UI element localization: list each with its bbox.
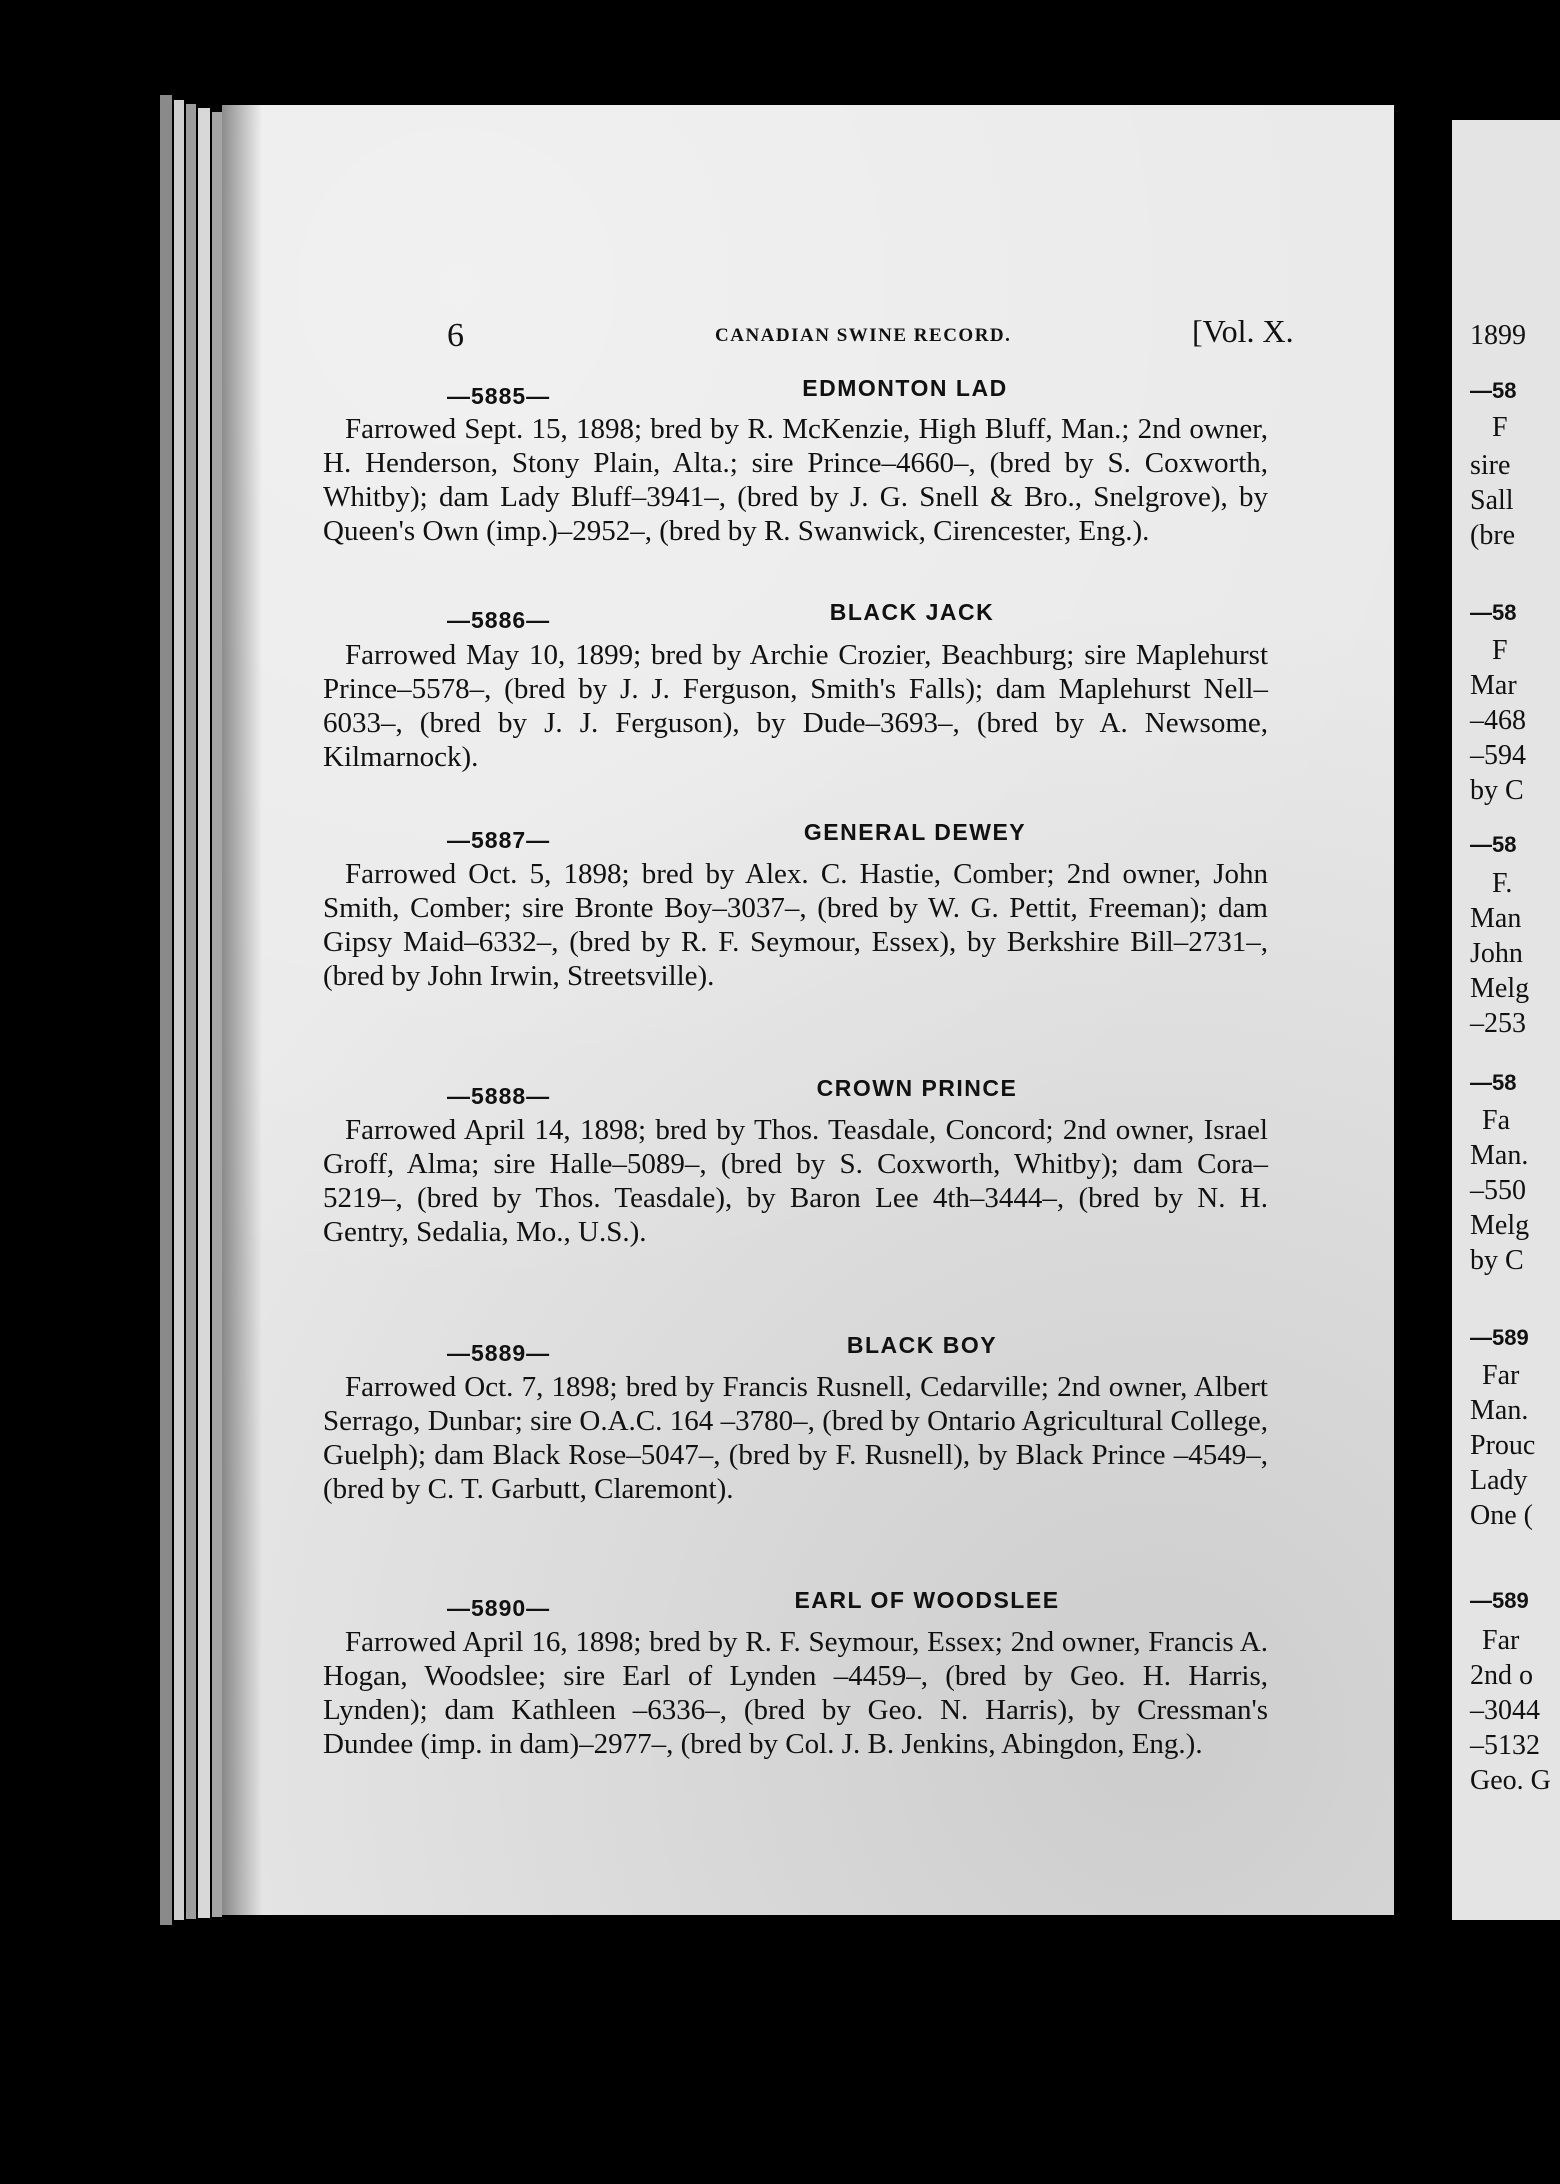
registry-number: —5888—: [447, 1083, 551, 1109]
fragment-line: Man.: [1470, 1140, 1529, 1171]
entry-text: Farrowed April 16, 1898; bred by R. F. Seymour, Essex; 2nd owner, Francis A. Hogan, Woodslee; sire Earl of Lynden –4459–, (bred by Geo. H. Harris, Lynden); dam Kathleen –6336–, (bred by Geo. N. Harris), by Cressman's Dundee (imp. in dam)–2977–, (bred by Col. J. B. Jenkins, Abingdon, Eng.).: [323, 1626, 1268, 1760]
fragment-line: One (: [1470, 1500, 1533, 1531]
fragment-line: F.: [1492, 868, 1513, 899]
fragment-line: F: [1492, 412, 1508, 443]
volume-label: [Vol. X.: [1192, 313, 1294, 349]
page-edge: [186, 104, 196, 1919]
fragment-line: –550: [1470, 1175, 1526, 1206]
fragment-line: Prouc: [1470, 1430, 1536, 1461]
fragment-line: Lady: [1470, 1465, 1528, 1496]
entry-text: Farrowed Oct. 7, 1898; bred by Francis Rusnell, Cedarville; 2nd owner, Albert Serrago, Dunbar; sire O.A.C. 164 –3780–, (bred by Ontario Agricultural College, Guelph); dam Black Rose–5047–, (bred by F. Rusnell), by Black Prince –4549–, (bred by C. T. Garbutt, Claremont).: [323, 1371, 1268, 1505]
entry-text: Farrowed Sept. 15, 1898; bred by R. McKenzie, High Bluff, Man.; 2nd owner, H. Henderson, Stony Plain, Alta.; sire Prince–4660–, (bred by S. Coxworth, Whitby); dam Lady Bluff–3941–, (bred by J. G. Snell & Bro., Snelgrove), by Queen's Own (imp.)–2952–, (bred by R. Swanwick, Cirencester, Eng.).: [323, 413, 1268, 547]
page-number: 6: [447, 317, 464, 354]
fragment-line: Man.: [1470, 1395, 1529, 1426]
registry-number: —5889—: [447, 1340, 551, 1366]
animal-name: BLACK BOY: [846, 1332, 998, 1358]
page-edge: [212, 112, 222, 1917]
fragment-line: —589: [1470, 1325, 1529, 1350]
fragment-line: Melg: [1470, 973, 1530, 1004]
fragment-line: Fa: [1482, 1105, 1510, 1136]
animal-name: EARL OF WOODSLEE: [794, 1587, 1060, 1613]
entry-text: Farrowed May 10, 1899; bred by Archie Crozier, Beachburg; sire Maplehurst Prince–5578–, (bred by J. J. Ferguson, Smith's Falls); dam Maplehurst Nell–6033–, (bred by J. J. Ferguson), by Dude–3693–, (bred by A. Newsome, Kilmarnock).: [323, 639, 1268, 773]
animal-name: BLACK JACK: [829, 599, 995, 625]
fragment-line: –5132: [1470, 1730, 1540, 1761]
adjacent-page-fragment: [1452, 120, 1560, 1920]
fragment-line: 2nd o: [1470, 1660, 1533, 1691]
fragment-line: —58: [1470, 832, 1517, 857]
fragment-line: —58: [1470, 600, 1517, 625]
fragment-line: –253: [1470, 1008, 1526, 1039]
fragment-line: –594: [1470, 740, 1526, 771]
running-title: CANADIAN SWINE RECORD.: [715, 325, 1012, 346]
entry-text: Farrowed Oct. 5, 1898; bred by Alex. C. Hastie, Comber; 2nd owner, John Smith, Comber; sire Bronte Boy–3037–, (bred by W. G. Pettit, Freeman); dam Gipsy Maid–6332–, (bred by R. F. Seymour, Essex), by Berkshire Bill–2731–, (bred by John Irwin, Streetsville).: [323, 858, 1268, 992]
fragment-line: (bre: [1470, 520, 1516, 551]
fragment-line: —58: [1470, 378, 1517, 403]
entry-text: Farrowed April 14, 1898; bred by Thos. Teasdale, Concord; 2nd owner, Israel Groff, Alma; sire Halle–5089–, (bred by S. Coxworth, Whitby); dam Cora–5219–, (bred by Thos. Teasdale), by Baron Lee 4th–3444–, (bred by N. H. Gentry, Sedalia, Mo., U.S.).: [323, 1114, 1268, 1248]
animal-name: CROWN PRINCE: [816, 1075, 1018, 1101]
gutter-shadow: [222, 105, 262, 1915]
fragment-line: –3044: [1470, 1695, 1540, 1726]
fragment-line: Sall: [1470, 485, 1514, 516]
page-edge: [198, 108, 210, 1918]
page-edge: [174, 100, 184, 1920]
page-edge: [160, 95, 172, 1925]
fragment-line: —58: [1470, 1070, 1517, 1095]
registry-number: —5887—: [447, 827, 551, 853]
fragment-line: 1899: [1470, 320, 1526, 351]
fragment-line: Far: [1482, 1360, 1520, 1391]
book-page: [222, 105, 1394, 1915]
fragment-line: Melg: [1470, 1210, 1530, 1241]
fragment-line: by C: [1470, 775, 1524, 806]
fragment-line: by C: [1470, 1245, 1524, 1276]
fragment-line: –468: [1470, 705, 1526, 736]
animal-name: EDMONTON LAD: [802, 375, 1008, 401]
fragment-line: —589: [1470, 1588, 1529, 1613]
fragment-line: Far: [1482, 1625, 1520, 1656]
fragment-line: Geo. G: [1470, 1765, 1551, 1796]
fragment-line: F: [1492, 635, 1508, 666]
fragment-line: Mar: [1470, 670, 1517, 701]
fragment-line: Man: [1470, 903, 1522, 934]
registry-number: —5890—: [447, 1595, 551, 1621]
registry-number: —5885—: [447, 383, 551, 409]
registry-number: —5886—: [447, 607, 551, 633]
fragment-line: John: [1470, 938, 1523, 969]
animal-name: GENERAL DEWEY: [803, 819, 1027, 845]
fragment-line: sire: [1470, 450, 1511, 481]
